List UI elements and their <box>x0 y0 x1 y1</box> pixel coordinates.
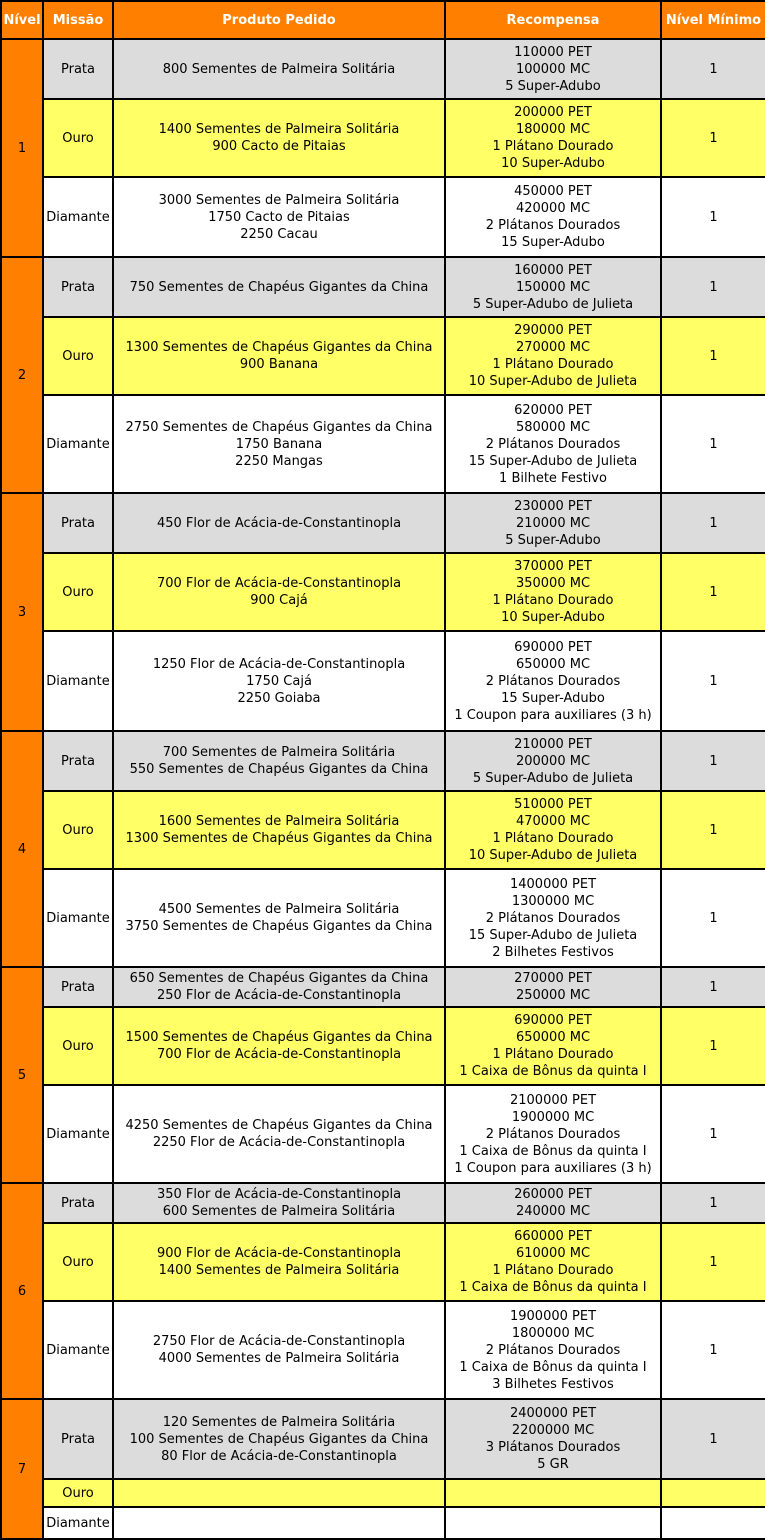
mission-type: Ouro <box>43 1223 113 1301</box>
header-nivel: Nível <box>1 1 43 39</box>
products-cell <box>113 99 445 177</box>
reward-line: 1 Caixa de Bônus da quinta I <box>459 1359 647 1375</box>
product-line: 1750 Cacto de Pitaias <box>208 209 350 225</box>
rewards-cell <box>445 1399 661 1479</box>
rewards-cell <box>445 791 661 869</box>
mission-row <box>1 1479 765 1507</box>
reward-line: 15 Super-Adubo <box>501 690 605 706</box>
min-level-cell: 1 <box>661 791 765 869</box>
mission-row <box>1 317 765 395</box>
rewards-cell <box>445 257 661 317</box>
reward-line: 290000 PET <box>514 323 592 338</box>
product-line: 1600 Sementes de Palmeira Solitária <box>158 814 400 829</box>
reward-line: 1 Plátano Dourado <box>492 139 614 154</box>
rewards-cell <box>445 1007 661 1085</box>
rewards-cell <box>445 1183 661 1223</box>
product-line: 4250 Sementes de Chapéus Gigantes da China <box>125 1118 433 1133</box>
reward-line: 510000 PET <box>514 797 592 812</box>
rewards-cell <box>445 395 661 493</box>
header-produto: Produto Pedido <box>113 1 445 39</box>
product-line: 120 Sementes de Palmeira Solitária <box>162 1414 396 1430</box>
level-cell: 5 <box>1 967 43 1183</box>
reward-line: 2 Plátanos Dourados <box>485 910 621 926</box>
reward-line: 610000 MC <box>515 1246 591 1261</box>
reward-line: 5 Super-Adubo de Julieta <box>472 770 634 786</box>
product-line: 450 Flor de Acácia-de-Constantinopla <box>156 515 402 531</box>
min-level-cell: 1 <box>661 39 765 99</box>
reward-line: 650000 MC <box>515 656 591 672</box>
product-line: 2250 Cacau <box>240 226 318 242</box>
reward-line: 1 Plátano Dourado <box>492 1263 614 1278</box>
mission-type: Prata <box>43 967 113 1007</box>
mission-row <box>1 99 765 177</box>
rewards-cell <box>445 869 661 967</box>
products-cell <box>113 1223 445 1301</box>
mission-type: Ouro <box>43 1479 113 1507</box>
product-line: 1500 Sementes de Chapéus Gigantes da China <box>125 1030 433 1045</box>
products-cell <box>113 177 445 257</box>
mission-type: Ouro <box>43 99 113 177</box>
reward-line: 230000 PET <box>514 498 592 514</box>
reward-line: 15 Super-Adubo de Julieta <box>468 453 638 469</box>
mission-type: Diamante <box>43 177 113 257</box>
product-line: 2250 Mangas <box>235 453 323 469</box>
mission-type: Diamante <box>43 395 113 493</box>
level-cell: 1 <box>1 39 43 257</box>
product-line: 700 Flor de Acácia-de-Constantinopla <box>156 1047 402 1062</box>
product-line: 900 Cacto de Pitaias <box>212 139 346 154</box>
min-level-cell: 1 <box>661 1085 765 1183</box>
mission-row <box>1 177 765 257</box>
reward-line: 1 Plátano Dourado <box>492 593 614 608</box>
quest-body <box>1 39 765 1539</box>
products-cell <box>113 967 445 1007</box>
reward-line: 10 Super-Adubo de Julieta <box>468 848 638 863</box>
products-cell <box>113 493 445 553</box>
products-cell <box>113 317 445 395</box>
reward-line: 200000 MC <box>515 753 591 769</box>
mission-type: Prata <box>43 1183 113 1223</box>
reward-line: 660000 PET <box>514 1229 592 1244</box>
product-line: 4500 Sementes de Palmeira Solitária <box>158 902 400 917</box>
rewards-cell <box>445 1479 661 1507</box>
product-line: 2750 Flor de Acácia-de-Constantinopla <box>152 1334 406 1349</box>
reward-line: 200000 PET <box>514 105 592 120</box>
product-line: 600 Sementes de Palmeira Solitária <box>162 1204 396 1219</box>
reward-line: 2400000 PET <box>509 1406 597 1421</box>
reward-line: 580000 MC <box>515 419 591 435</box>
reward-line: 3 Bilhetes Festivos <box>492 1376 614 1392</box>
rewards-cell <box>445 731 661 791</box>
rewards-cell <box>445 99 661 177</box>
header-row <box>1 1 765 39</box>
mission-row <box>1 39 765 99</box>
reward-line: 2 Plátanos Dourados <box>485 1342 621 1358</box>
mission-row <box>1 1223 765 1301</box>
product-line: 3750 Sementes de Chapéus Gigantes da China <box>125 919 433 934</box>
reward-line: 1900000 MC <box>511 1109 595 1125</box>
product-line: 2250 Goiaba <box>237 690 321 706</box>
mission-row <box>1 967 765 1007</box>
product-line: 900 Cajá <box>250 593 308 608</box>
reward-line: 150000 MC <box>515 279 591 295</box>
mission-row <box>1 1507 765 1539</box>
reward-line: 690000 PET <box>514 639 592 655</box>
rewards-cell <box>445 1223 661 1301</box>
product-line: 550 Sementes de Chapéus Gigantes da China <box>129 762 429 777</box>
product-line: 650 Sementes de Chapéus Gigantes da China <box>129 971 429 986</box>
rewards-cell <box>445 967 661 1007</box>
mission-row <box>1 1183 765 1223</box>
mission-row <box>1 631 765 731</box>
reward-line: 350000 MC <box>515 576 591 591</box>
products-cell <box>113 1399 445 1479</box>
min-level-cell: 1 <box>661 177 765 257</box>
min-level-cell: 1 <box>661 1399 765 1479</box>
rewards-cell <box>445 553 661 631</box>
reward-line: 620000 PET <box>514 402 592 418</box>
mission-type: Ouro <box>43 317 113 395</box>
reward-line: 5 Super-Adubo <box>505 78 601 94</box>
reward-line: 2100000 PET <box>509 1092 597 1108</box>
reward-line: 2 Plátanos Dourados <box>485 218 621 233</box>
product-line: 900 Flor de Acácia-de-Constantinopla <box>156 1246 402 1261</box>
reward-line: 1 Bilhete Festivo <box>499 470 607 486</box>
products-cell <box>113 1301 445 1399</box>
min-level-cell: 1 <box>661 1223 765 1301</box>
product-line: 700 Sementes de Palmeira Solitária <box>162 745 396 760</box>
product-line: 3000 Sementes de Palmeira Solitária <box>158 192 400 208</box>
reward-line: 450000 PET <box>514 184 592 199</box>
level-cell: 6 <box>1 1183 43 1399</box>
product-line: 700 Flor de Acácia-de-Constantinopla <box>156 576 402 591</box>
reward-line: 1400000 PET <box>509 876 597 892</box>
products-cell <box>113 395 445 493</box>
min-level-cell: 1 <box>661 869 765 967</box>
mission-type: Diamante <box>43 1507 113 1539</box>
mission-row <box>1 395 765 493</box>
rewards-cell <box>445 493 661 553</box>
products-cell <box>113 1183 445 1223</box>
reward-line: 1800000 MC <box>511 1325 595 1341</box>
products-cell <box>113 791 445 869</box>
header-nivel-minimo: Nível Mínimo <box>661 1 765 39</box>
reward-line: 1 Coupon para auxiliares (3 h) <box>454 1160 652 1176</box>
rewards-cell <box>445 177 661 257</box>
min-level-cell: 1 <box>661 1007 765 1085</box>
mission-row <box>1 869 765 967</box>
reward-line: 110000 PET <box>514 44 592 60</box>
product-line: 350 Flor de Acácia-de-Constantinopla <box>156 1187 402 1202</box>
rewards-cell <box>445 317 661 395</box>
reward-line: 210000 PET <box>514 736 592 752</box>
reward-line: 1 Plátano Dourado <box>492 1047 614 1062</box>
reward-line: 260000 PET <box>514 1187 592 1202</box>
reward-line: 1300000 MC <box>511 893 595 909</box>
product-line: 100 Sementes de Chapéus Gigantes da China <box>129 1431 429 1447</box>
rewards-cell <box>445 1301 661 1399</box>
product-line: 2750 Sementes de Chapéus Gigantes da China <box>125 419 433 435</box>
product-line: 1250 Flor de Acácia-de-Constantinopla <box>152 656 406 672</box>
product-line: 1300 Sementes de Chapéus Gigantes da China <box>125 831 433 846</box>
min-level-cell: 1 <box>661 1301 765 1399</box>
reward-line: 690000 PET <box>514 1013 592 1028</box>
mission-type: Diamante <box>43 1301 113 1399</box>
level-cell: 2 <box>1 257 43 493</box>
mission-type: Ouro <box>43 791 113 869</box>
min-level-cell: 1 <box>661 257 765 317</box>
reward-line: 420000 MC <box>515 201 591 216</box>
mission-type: Prata <box>43 1399 113 1479</box>
level-cell: 4 <box>1 731 43 967</box>
min-level-cell: 1 <box>661 395 765 493</box>
products-cell <box>113 731 445 791</box>
mission-row <box>1 1399 765 1479</box>
min-level-cell: 1 <box>661 553 765 631</box>
min-level-cell <box>661 1479 765 1507</box>
product-line: 250 Flor de Acácia-de-Constantinopla <box>156 988 402 1003</box>
reward-line: 1 Caixa de Bônus da quinta I <box>459 1280 647 1295</box>
products-cell <box>113 553 445 631</box>
rewards-cell <box>445 1507 661 1539</box>
level-cell: 3 <box>1 493 43 731</box>
rewards-cell <box>445 1085 661 1183</box>
mission-row <box>1 1085 765 1183</box>
level-cell: 7 <box>1 1399 43 1539</box>
reward-line: 650000 MC <box>515 1030 591 1045</box>
mission-type: Prata <box>43 731 113 791</box>
products-cell <box>113 1085 445 1183</box>
mission-type: Diamante <box>43 631 113 731</box>
reward-line: 180000 MC <box>515 122 591 137</box>
min-level-cell: 1 <box>661 967 765 1007</box>
product-line: 1750 Cajá <box>246 673 312 689</box>
mission-type: Ouro <box>43 1007 113 1085</box>
product-line: 1300 Sementes de Chapéus Gigantes da China <box>125 340 433 355</box>
reward-line: 1 Caixa de Bônus da quinta I <box>459 1064 647 1079</box>
product-line: 4000 Sementes de Palmeira Solitária <box>158 1351 400 1366</box>
product-line: 750 Sementes de Chapéus Gigantes da China <box>129 279 429 295</box>
reward-line: 2200000 MC <box>511 1423 595 1438</box>
product-line: 900 Banana <box>239 357 319 372</box>
mission-row <box>1 553 765 631</box>
mission-type: Prata <box>43 493 113 553</box>
min-level-cell: 1 <box>661 731 765 791</box>
mission-row <box>1 257 765 317</box>
product-line: 2250 Flor de Acácia-de-Constantinopla <box>152 1135 406 1150</box>
product-line: 1750 Banana <box>235 436 323 452</box>
reward-line: 10 Super-Adubo <box>501 610 605 625</box>
mission-row <box>1 493 765 553</box>
min-level-cell <box>661 1507 765 1539</box>
mission-type: Ouro <box>43 553 113 631</box>
reward-line: 250000 MC <box>515 988 591 1003</box>
header-missao: Missão <box>43 1 113 39</box>
reward-line: 3 Plátanos Dourados <box>485 1440 621 1455</box>
reward-line: 2 Plátanos Dourados <box>485 436 621 452</box>
reward-line: 370000 PET <box>514 559 592 574</box>
reward-line: 15 Super-Adubo de Julieta <box>468 927 638 943</box>
reward-line: 100000 MC <box>515 61 591 77</box>
rewards-cell <box>445 631 661 731</box>
reward-line: 470000 MC <box>515 814 591 829</box>
reward-line: 5 Super-Adubo de Julieta <box>472 296 634 312</box>
reward-line: 1900000 PET <box>509 1308 597 1324</box>
products-cell <box>113 1479 445 1507</box>
reward-line: 270000 PET <box>514 971 592 986</box>
reward-line: 210000 MC <box>515 515 591 531</box>
reward-line: 2 Bilhetes Festivos <box>492 944 614 960</box>
rewards-cell <box>445 39 661 99</box>
mission-row <box>1 1301 765 1399</box>
reward-line: 10 Super-Adubo <box>501 156 605 171</box>
products-cell <box>113 257 445 317</box>
reward-line: 5 GR <box>537 1457 569 1472</box>
min-level-cell: 1 <box>661 1183 765 1223</box>
mission-row <box>1 731 765 791</box>
mission-type: Prata <box>43 39 113 99</box>
header-recompensa: Recompensa <box>445 1 661 39</box>
mission-row <box>1 791 765 869</box>
product-line: 80 Flor de Acácia-de-Constantinopla <box>161 1448 397 1464</box>
product-line: 800 Sementes de Palmeira Solitária <box>162 61 396 77</box>
products-cell <box>113 39 445 99</box>
mission-type: Prata <box>43 257 113 317</box>
reward-line: 160000 PET <box>514 262 592 278</box>
products-cell <box>113 631 445 731</box>
product-line: 1400 Sementes de Palmeira Solitária <box>158 122 400 137</box>
reward-line: 1 Caixa de Bônus da quinta I <box>459 1143 647 1159</box>
reward-line: 2 Plátanos Dourados <box>485 1126 621 1142</box>
products-cell <box>113 869 445 967</box>
reward-line: 2 Plátanos Dourados <box>485 673 621 689</box>
reward-line: 5 Super-Adubo <box>505 532 601 548</box>
min-level-cell: 1 <box>661 317 765 395</box>
min-level-cell: 1 <box>661 631 765 731</box>
reward-line: 240000 MC <box>515 1204 591 1219</box>
min-level-cell: 1 <box>661 99 765 177</box>
reward-line: 1 Plátano Dourado <box>492 831 614 846</box>
reward-line: 15 Super-Adubo <box>501 235 605 250</box>
products-cell <box>113 1007 445 1085</box>
reward-line: 10 Super-Adubo de Julieta <box>468 374 638 389</box>
min-level-cell: 1 <box>661 493 765 553</box>
mission-type: Diamante <box>43 1085 113 1183</box>
reward-line: 1 Plátano Dourado <box>492 357 614 372</box>
reward-line: 1 Coupon para auxiliares (3 h) <box>454 707 652 723</box>
products-cell <box>113 1507 445 1539</box>
product-line: 1400 Sementes de Palmeira Solitária <box>158 1263 400 1278</box>
mission-row <box>1 1007 765 1085</box>
mission-type: Diamante <box>43 869 113 967</box>
reward-line: 270000 MC <box>515 340 591 355</box>
